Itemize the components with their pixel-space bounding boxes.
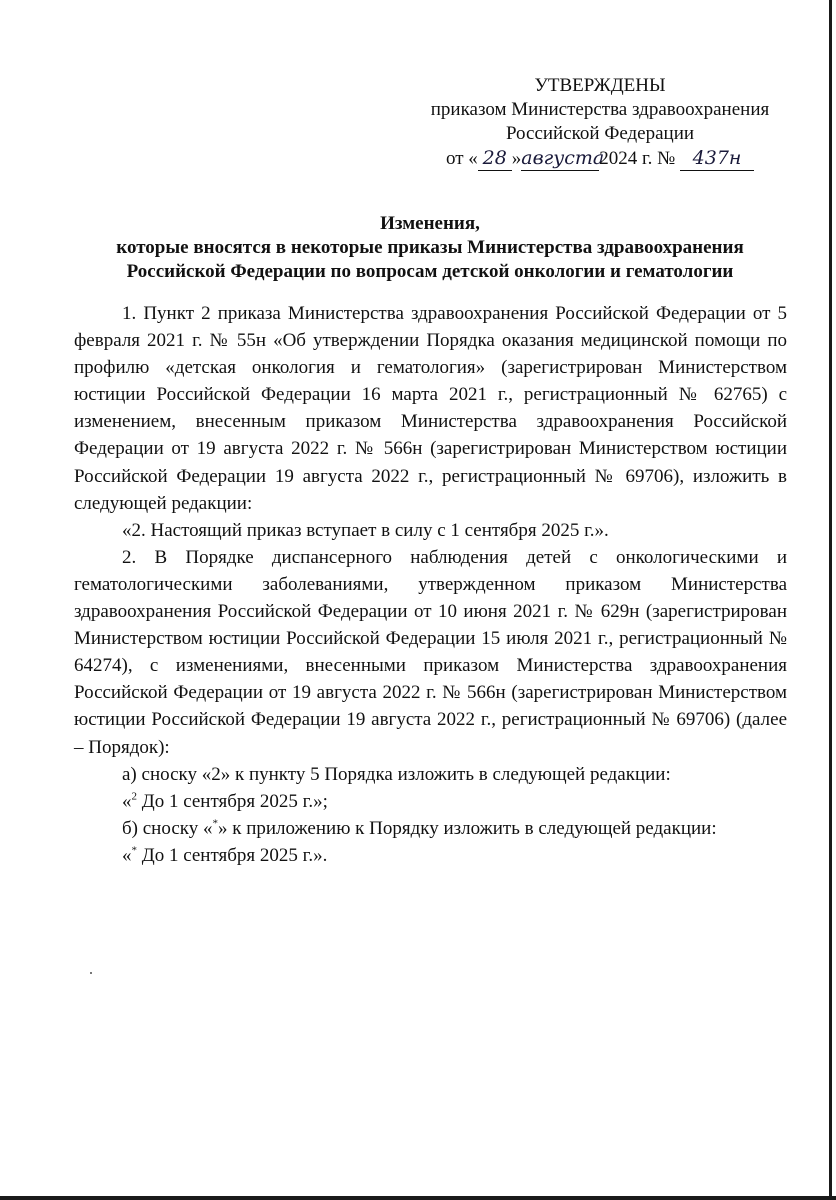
paragraph-2: 2. В Порядке диспансерного наблюдения детей с онкологическими и гематологическими заболеваниями, утвержденном приказом Министерства здравоохранения Российской Федерации от 10 июня 2021 г. № 629н (зарегистрирован Министерством юстиции Российской Федерации 15 июля 2021 г., регистрационный № 64274), с изменениями, внесенными приказом Министерства здравоохранения Российской Федерации от 19 августа 2022 г. № 566н (зарегистрирован Министерством юстиции Российской Федерации 19 августа 2022 г., регистрационный № 69706) (далее – Порядок):	[74, 546, 787, 758]
scan-edge-right	[829, 0, 832, 1200]
footnote-mark-star-2: *	[131, 844, 137, 857]
footnote-mark-2: 2	[131, 790, 137, 803]
paragraph-2a: а) сноску «2» к пункту 5 Порядка изложить в следующей редакции:	[122, 763, 671, 785]
quote-open-2: «	[122, 844, 132, 866]
date-prefix: от «	[445, 148, 478, 169]
title-line1: Изменения,	[380, 213, 480, 234]
paragraph-2b-quote	[74, 842, 787, 869]
quote-text: До 1 сентября 2025 г.»;	[137, 790, 328, 812]
p2b-prefix: б) сноску «	[122, 817, 213, 839]
approval-block	[390, 74, 810, 171]
paragraph-1: 1. Пункт 2 приказа Министерства здравоохранения Российской Федерации от 5 февраля 2021 г. № 55н «Об утверждении Порядка оказания медицинской помощи по профилю «детская онкология и гематология» (зарегистрирован Министерством юстиции Российской Федерации 16 марта 2021 г., регистрационный № 62765) с изменением, внесенным приказом Министерства здравоохранения Российской Федерации от 19 августа 2022 г. № 566н (зарегистрирован Министерством юстиции Российской Федерации 19 августа 2022 г., регистрационный № 69706), изложить в следующей редакции:	[74, 303, 787, 514]
document-title	[60, 212, 800, 284]
handwritten-order-number: 437н	[680, 146, 754, 171]
handwritten-month: августа	[521, 147, 605, 169]
scan-edge-bottom	[0, 1196, 836, 1200]
footnote-mark-star: *	[212, 817, 218, 830]
quote-text-2: До 1 сентября 2025 г.».	[137, 844, 328, 866]
scan-speck	[90, 972, 92, 974]
approval-order-line1: приказом Министерства здравоохранения	[430, 99, 770, 120]
approval-order-line2: Российской Федерации	[505, 123, 695, 144]
approval-date-line	[390, 146, 810, 171]
paragraph-2a-quote	[74, 788, 787, 815]
date-year: 2024 г. №	[599, 148, 676, 169]
approval-title: УТВЕРЖДЕНЫ	[534, 75, 666, 96]
p2b-suffix: » к приложению к Порядку изложить в следующей редакции:	[217, 817, 717, 839]
title-line3: Российской Федерации по вопросам детской онкологии и гематологии	[126, 261, 734, 282]
paragraph-1-quote: «2. Настоящий приказ вступает в силу с 1 сентября 2025 г.».	[122, 519, 609, 541]
quote-open: «	[122, 790, 132, 812]
title-line2: которые вносятся в некоторые приказы Министерства здравоохранения	[116, 237, 744, 258]
document-body	[74, 300, 787, 869]
date-mid: »	[511, 148, 522, 169]
handwritten-day: 28	[478, 146, 512, 171]
paragraph-2b	[74, 815, 787, 842]
